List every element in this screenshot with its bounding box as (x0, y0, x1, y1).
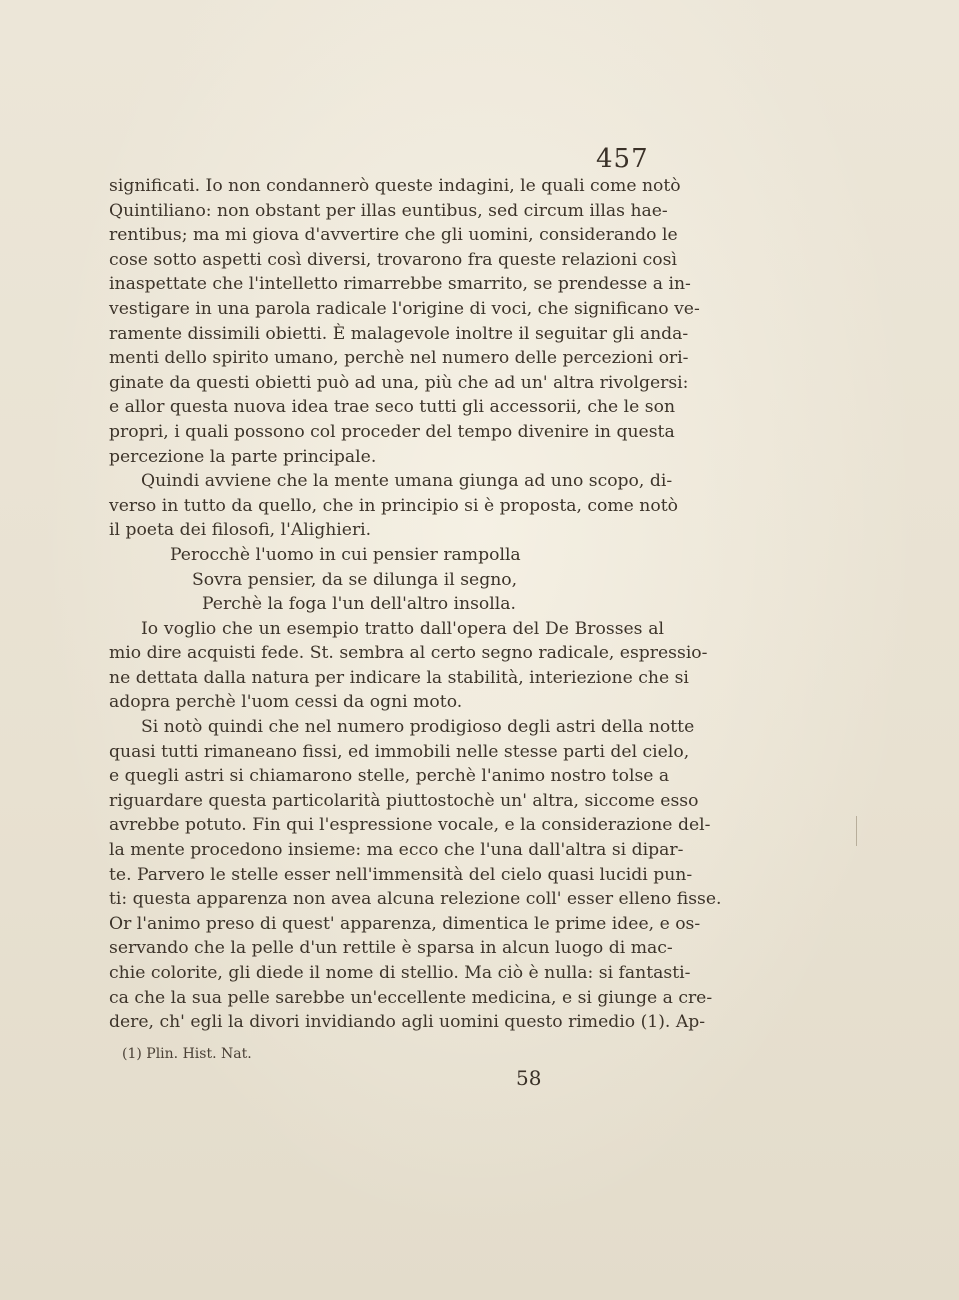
text-line: cose sotto aspetti così diversi, trovarono fra queste relazioni così (109, 249, 677, 270)
text-line: Or l'animo preso di quest' apparenza, dimentica le prime idee, e os- (109, 913, 701, 934)
text-line: ca che la sua pelle sarebbe un'eccellente medicina, e si giunge a cre- (109, 987, 713, 1008)
text-line: ti: questa apparenza non avea alcuna relezione coll' esser elleno fisse. (109, 889, 722, 910)
text-line: ginate da questi obietti può ad una, più che ad un' altra rivolgersi: (109, 372, 689, 393)
text-line: inaspettate che l'intelletto rimarrebbe smarrito, se prendesse a in- (109, 274, 691, 295)
text-line: rentibus; ma mi giova d'avvertire che gli uomini, considerando le (109, 225, 678, 246)
text-line: la mente procedono insieme: ma ecco che l'una dall'altra si dipar- (109, 840, 684, 861)
signature-mark: 58 (516, 1066, 542, 1090)
text-line: ne dettata dalla natura per indicare la stabilità, interiezione che si (109, 667, 689, 688)
text-line: quasi tutti rimaneano fissi, ed immobili nelle stesse parti del cielo, (109, 741, 690, 762)
text-line: Quindi avviene che la mente umana giunga ad uno scopo, di- (141, 471, 673, 492)
text-line: Io voglio che un esempio tratto dall'opera del De Brosses al (141, 618, 664, 639)
text-line: te. Parvero le stelle esser nell'immensità del cielo quasi lucidi pun- (109, 864, 693, 885)
text-line: significati. Io non condannerò queste indagini, le quali come notò (109, 176, 681, 196)
text-line: adopra perchè l'uom cessi da ogni moto. (109, 692, 463, 713)
text-line: e quegli astri si chiamarono stelle, perchè l'animo nostro tolse a (109, 766, 670, 787)
text-line: Si notò quindi che nel numero prodigioso degli astri della notte (141, 717, 695, 738)
footnote: (1) Plin. Hist. Nat. (122, 1046, 252, 1062)
text-line: menti dello spirito umano, perchè nel numero delle percezioni ori- (109, 348, 689, 369)
text-line: servando che la pelle d'un rettile è sparsa in alcun luogo di mac- (109, 938, 673, 959)
text-line: avrebbe potuto. Fin qui l'espressione vocale, e la considerazione del- (109, 815, 711, 836)
margin-mark (856, 816, 857, 846)
text-line: ramente dissimili obietti. È malagevole inoltre il seguitar gli anda- (109, 323, 689, 344)
text-line: e allor questa nuova idea trae seco tutti gli accessorii, che le son (109, 397, 676, 418)
text-line: percezione la parte principale. (109, 446, 377, 467)
verse-line: Perocchè l'uomo in cui pensier rampolla (170, 544, 521, 565)
body-text (109, 174, 722, 1035)
text-line: dere, ch' egli la divori invidiando agli uomini questo rimedio (1). Ap- (109, 1012, 706, 1033)
text-line: mio dire acquisti fede. St. sembra al certo segno radicale, espressio- (109, 643, 708, 664)
page-number: 457 (596, 144, 649, 174)
text-line: vestigare in una parola radicale l'origine di voci, che significano ve- (109, 298, 700, 319)
text-line: propri, i quali possono col proceder del tempo divenire in questa (109, 421, 675, 442)
text-line: verso in tutto da quello, che in principio si è proposta, come notò (109, 495, 678, 516)
text-line: riguardare questa particolarità piuttostochè un' altra, siccome esso (109, 790, 699, 811)
verse-line: Sovra pensier, da se dilunga il segno, (192, 569, 518, 590)
text-line: Quintiliano: non obstant per illas euntibus, sed circum illas hae- (109, 200, 668, 221)
verse-line: Perchè la foga l'un dell'altro insolla. (202, 594, 516, 615)
text-line: il poeta dei filosofi, l'Alighieri. (109, 520, 372, 541)
text-line: chie colorite, gli diede il nome di stellio. Ma ciò è nulla: si fantasti- (109, 963, 691, 983)
